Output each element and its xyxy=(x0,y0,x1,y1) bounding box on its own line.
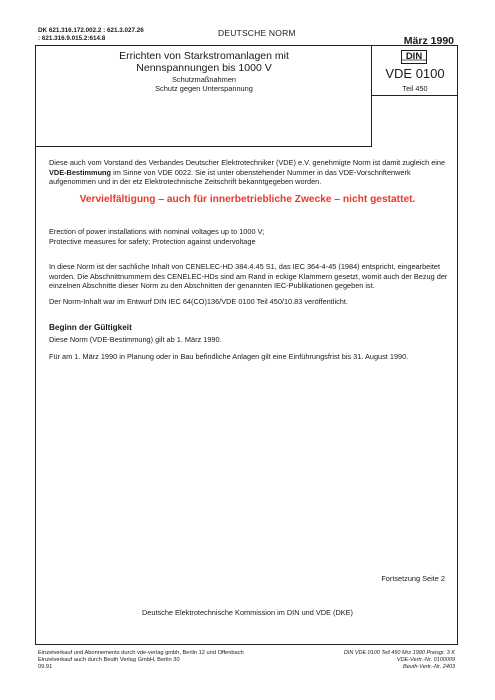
transition-paragraph: Für am 1. März 1990 in Planung oder in Bau befindliche Anlagen gilt eine Einführungsfrist bis 31. August 1990. xyxy=(49,352,409,361)
continuation-note: Fortsetzung Seite 2 xyxy=(381,574,445,583)
approval-paragraph xyxy=(49,158,449,187)
norm-type-label: DEUTSCHE NORM xyxy=(218,28,296,38)
document-frame xyxy=(35,45,458,645)
cenelec-paragraph: In diese Norm ist der sachliche Inhalt von CENELEC-HD 384.4.45 S1, das IEC 364-4-45 (1984) entspricht, eingearbeitet worden. Die Abschnittnummern des CENELEC-HDs sind am Rand in eckige Klammern gesetzt, womit auch der Bezug der einzelnen Abschnitte dieser Norm zu den Abschnitten der genannten IEC-Publikationen gegeben ist. xyxy=(49,262,448,291)
dk-line: : 621.316.9.015.2:614.8 xyxy=(38,34,106,42)
document-subtitle xyxy=(36,76,372,94)
english-title-line: Erection of power installations with nominal voltages up to 1000 V; xyxy=(49,227,265,236)
sales-footer xyxy=(38,650,244,672)
dk-line: DK 621.316.172.002.2 : 621.3.027.26 xyxy=(38,27,144,34)
standard-id-block xyxy=(372,46,458,96)
english-title-line: Protective measures for safety; Protection against undervoltage xyxy=(49,236,256,246)
approval-text-end: im Sinne von VDE 0022. Sie ist unter obenstehender Nummer in das VDE-Vorschriftenwerk aufgenommen und in der etz Elektrotechnische Zeitschrift bekanntgegeben worden. xyxy=(49,167,411,187)
order-footer xyxy=(344,650,455,672)
footer-line: Einzelverkauf und Abonnements durch vde-verlag gmbh, Berlin 12 und Offenbach xyxy=(38,650,244,656)
din-logo xyxy=(401,50,427,64)
footer-line: 09.91 xyxy=(38,664,53,671)
title-line: Errichten von Starkstromanlagen mit xyxy=(119,50,289,62)
validity-paragraph: Diese Norm (VDE-Bestimmung) gilt ab 1. März 1990. xyxy=(49,335,222,344)
footer-line: VDE-Vertr.-Nr. 0100009 xyxy=(396,657,455,664)
din-logo-text: DIN xyxy=(405,50,423,62)
title-line: Nennspannungen bis 1000 V xyxy=(136,61,272,74)
validity-heading: Beginn der Gültigkeit xyxy=(49,323,132,332)
issue-date: März 1990 xyxy=(403,35,454,47)
approval-text: Diese auch vom Vorstand des Verbandes Deutscher Elektrotechniker (VDE) e.V. genehmigte Norm ist damit zugleich eine xyxy=(49,158,446,167)
approval-emphasis: VDE-Bestimmung xyxy=(49,167,112,177)
copy-prohibition-notice: Vervielfältigung – auch für innerbetriebliche Zwecke – nicht gestattet. xyxy=(79,194,416,205)
subtitle-line: Schutzmaßnahmen xyxy=(171,75,237,84)
commission-line: Deutsche Elektrotechnische Kommission im DIN und VDE (DKE) xyxy=(141,608,353,617)
footer-line: Beuth-Vertr.-Nr. 2403 xyxy=(403,664,455,671)
standard-number: VDE 0100 xyxy=(385,66,445,81)
subtitle-line: Schutz gegen Unterspannung xyxy=(155,83,253,93)
title-block xyxy=(36,46,372,147)
footer-line: Einzelverkauf auch durch Beuth Verlag GmbH, Berlin 30 xyxy=(38,657,180,664)
draft-paragraph: Der Norm-Inhalt war im Entwurf DIN IEC 64(CO)136/VDE 0100 Teil 450/10.83 veröffentlicht. xyxy=(49,297,348,306)
footer-line: DIN VDE 0100 Teil 450 Mrz 1990 Preisgr. 3 K xyxy=(343,650,455,656)
dk-classification xyxy=(38,27,144,42)
document-title xyxy=(36,51,372,74)
english-title xyxy=(49,227,449,246)
standard-part: Teil 450 xyxy=(402,84,428,93)
